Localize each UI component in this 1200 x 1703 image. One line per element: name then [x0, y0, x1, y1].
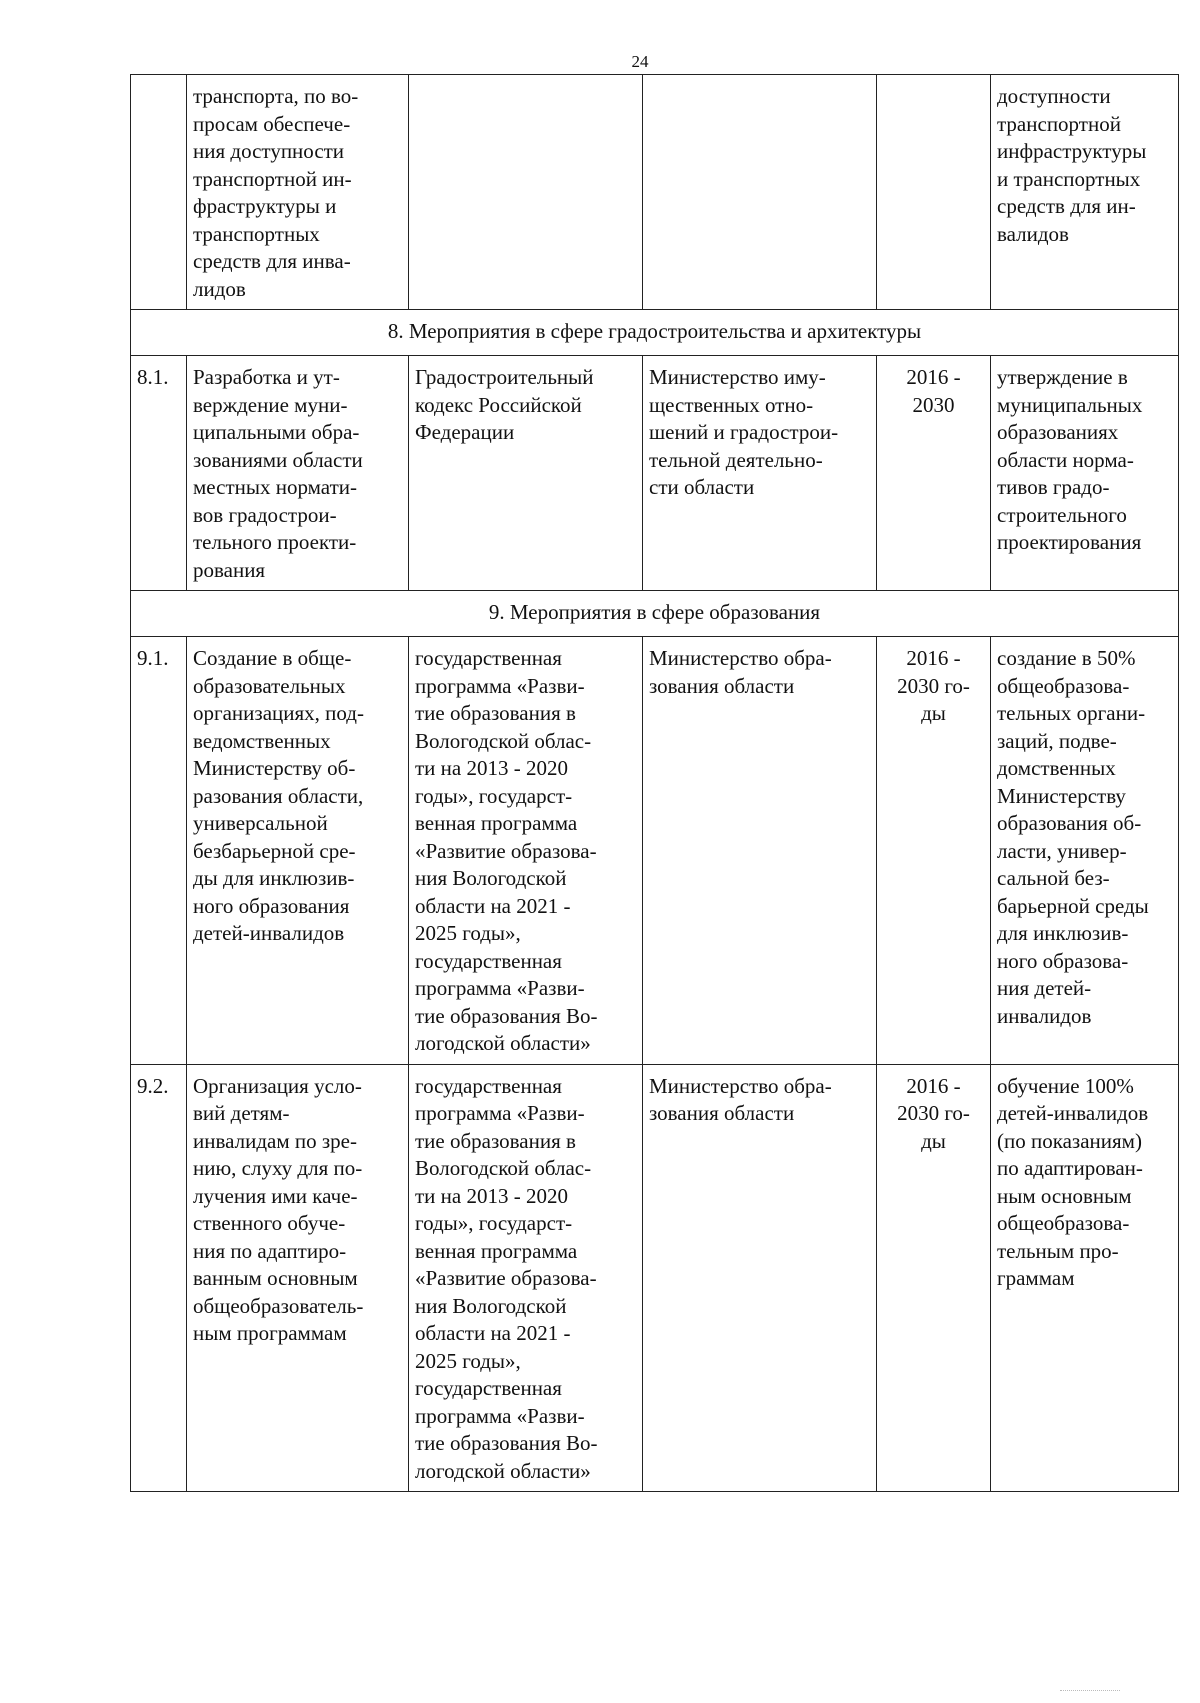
basis-cell-line: 2025 годы», — [415, 1348, 521, 1373]
executor-cell — [643, 356, 877, 591]
basis-cell-line: венная программа — [415, 1238, 578, 1263]
basis-cell-line: государственная — [415, 948, 562, 973]
basis-cell-line: логодской области» — [415, 1458, 591, 1483]
term-cell-line: 2030 го- — [897, 1101, 970, 1125]
measure-cell-line: ципальными обра- — [193, 420, 360, 444]
measure-cell-line: вов градострои- — [193, 502, 337, 527]
row-9-1 — [131, 637, 1179, 1065]
basis-cell-line: Вологодской облас- — [415, 1156, 592, 1180]
measure-cell-line: транспортных — [193, 221, 320, 246]
result-cell-line: области норма- — [997, 447, 1134, 472]
row-9-2 — [131, 1064, 1179, 1492]
result-cell-line: валидов — [997, 221, 1069, 246]
page-number: 24 — [631, 52, 649, 71]
basis-cell — [409, 637, 643, 1065]
basis-cell-line: 2025 годы», — [415, 921, 521, 945]
basis-cell-line: тие образования в — [415, 701, 576, 725]
row-number: 8.1. — [131, 356, 187, 591]
basis-cell-line: программа «Разви- — [415, 1101, 585, 1125]
executor-cell-line: зования области — [649, 1101, 795, 1125]
section-8 — [131, 310, 1179, 356]
section-title: 8. Мероприятия в сфере градостроительства и архитектуры — [131, 310, 1179, 356]
table-body — [131, 75, 1179, 1492]
result-cell-line: детей-инвалидов — [997, 1101, 1149, 1125]
measure-cell-line: ния доступности — [193, 139, 345, 163]
result-cell-line: барьерной среды — [997, 893, 1149, 918]
basis-cell — [409, 1064, 643, 1492]
measure-cell-line: лучения ими каче- — [193, 1183, 358, 1208]
result-cell-line: проектирования — [997, 530, 1142, 554]
basis-cell-line: тие образования Во- — [415, 1431, 598, 1455]
result-cell-line: средств для ин- — [997, 194, 1136, 218]
measure-cell-line: транспортной ин- — [193, 166, 352, 191]
result-cell-line: утверждение в — [997, 365, 1128, 389]
basis-cell-line: Вологодской облас- — [415, 728, 592, 753]
result-cell-line: (по показаниям) — [997, 1128, 1142, 1153]
basis-cell-line: Федерации — [415, 420, 515, 444]
executor-cell — [643, 75, 877, 310]
measure-cell-line: фраструктуры и — [193, 194, 337, 218]
measure-cell-line: зованиями области — [193, 447, 363, 472]
executor-cell — [643, 1064, 877, 1492]
result-cell-line: по адаптирован- — [997, 1156, 1143, 1180]
result-cell-line: ласти, универ- — [997, 838, 1127, 863]
basis-cell-line: Градостроительный — [415, 365, 594, 389]
measure-cell — [187, 637, 409, 1065]
basis-cell-line: ния Вологодской — [415, 1293, 567, 1318]
basis-cell-line: ния Вологодской — [415, 866, 567, 890]
executor-cell-line: Министерство иму- — [649, 365, 826, 389]
result-cell-line: и транспортных — [997, 166, 1141, 191]
result-cell — [991, 356, 1179, 591]
measure-cell-line: верждение муни- — [193, 392, 348, 417]
result-cell-line: сальной без- — [997, 866, 1110, 890]
measure-cell-line: ванным основным — [193, 1266, 358, 1290]
basis-cell-line: тие образования в — [415, 1128, 576, 1153]
result-cell-line: тельных органи- — [997, 701, 1146, 725]
result-cell-line: заций, подве- — [997, 728, 1117, 753]
basis-cell — [409, 75, 643, 310]
section-9 — [131, 591, 1179, 637]
result-cell-line: тельным про- — [997, 1238, 1119, 1263]
measure-cell-line: транспорта, по во- — [193, 84, 359, 108]
result-cell-line: образованиях — [997, 420, 1119, 444]
result-cell — [991, 637, 1179, 1065]
result-cell-line: общеобразова- — [997, 673, 1130, 698]
result-cell-line: общеобразова- — [997, 1211, 1130, 1235]
result-cell — [991, 1064, 1179, 1492]
measure-cell-line: ственного обуче- — [193, 1211, 346, 1235]
executor-cell-line: щественных отно- — [649, 392, 814, 417]
term-cell-line: 2030 — [912, 392, 955, 417]
basis-cell-line: годы», государст- — [415, 783, 573, 808]
row-number: 9.2. — [131, 1064, 187, 1492]
term-cell-line: 2016 - — [906, 1073, 961, 1098]
basis-cell — [409, 356, 643, 591]
basis-cell-line: программа «Разви- — [415, 976, 585, 1000]
measure-cell-line: разования области, — [193, 783, 364, 808]
result-cell-line: образования об- — [997, 811, 1142, 835]
basis-cell-line: государственная — [415, 1073, 562, 1098]
row-number — [131, 75, 187, 310]
basis-cell-line: кодекс Российской — [415, 392, 582, 417]
result-cell-line: доступности — [997, 84, 1111, 108]
term-cell — [877, 637, 991, 1065]
measure-cell-line: Создание в обще- — [193, 646, 352, 670]
result-cell-line: ния детей- — [997, 976, 1092, 1000]
basis-cell-line: государственная — [415, 646, 562, 670]
measure-cell — [187, 356, 409, 591]
measure-cell-line: вий детям- — [193, 1101, 290, 1125]
result-cell — [991, 75, 1179, 310]
measure-cell — [187, 75, 409, 310]
measure-cell — [187, 1064, 409, 1492]
measure-cell-line: безбарьерной сре- — [193, 838, 356, 863]
measure-cell-line: инвалидам по зре- — [193, 1128, 357, 1153]
executor-cell-line: Министерство обра- — [649, 1073, 832, 1098]
result-cell-line: граммам — [997, 1266, 1075, 1290]
result-cell-line: тивов градо- — [997, 475, 1110, 499]
result-cell-line: обучение 100% — [997, 1073, 1134, 1098]
row-number: 9.1. — [131, 637, 187, 1065]
basis-cell-line: тие образования Во- — [415, 1003, 598, 1028]
measure-cell-line: универсальной — [193, 811, 328, 835]
measure-cell-line: средств для инва- — [193, 249, 351, 273]
term-cell — [877, 1064, 991, 1492]
measure-cell-line: ды для инклюзив- — [193, 866, 355, 890]
measure-cell-line: организациях, под- — [193, 701, 364, 725]
term-cell-line: 2016 - — [906, 365, 961, 389]
term-cell — [877, 356, 991, 591]
basis-cell-line: области на 2021 - — [415, 893, 571, 918]
term-cell-line: ды — [921, 701, 946, 725]
basis-cell-line: ти на 2013 - 2020 — [415, 756, 568, 780]
result-cell-line: домственных — [997, 756, 1116, 780]
executor-cell-line: зования области — [649, 673, 795, 698]
executor-cell-line: тельной деятельно- — [649, 447, 823, 472]
term-cell-line: 2030 го- — [897, 673, 970, 698]
result-cell-line: инфраструктуры — [997, 139, 1147, 163]
basis-cell-line: государственная — [415, 1376, 562, 1400]
executor-cell-line: сти области — [649, 475, 755, 499]
measure-cell-line: ведомственных — [193, 728, 331, 753]
measure-cell-line: образовательных — [193, 673, 346, 698]
basis-cell-line: программа «Разви- — [415, 1403, 585, 1428]
measure-cell-line: тельного проекти- — [193, 530, 357, 554]
measure-cell-line: ния по адаптиро- — [193, 1238, 347, 1263]
measure-cell-line: местных нормати- — [193, 475, 357, 499]
basis-cell-line: «Развитие образова- — [415, 1266, 597, 1290]
result-cell-line: инвалидов — [997, 1003, 1092, 1028]
measure-cell-line: общеобразователь- — [193, 1293, 364, 1318]
measures-table — [130, 74, 1179, 1492]
continuation-row — [131, 75, 1179, 310]
basis-cell-line: венная программа — [415, 811, 578, 835]
measure-cell-line: рования — [193, 557, 266, 582]
result-cell-line: строительного — [997, 502, 1127, 527]
scan-artifact — [1060, 1690, 1120, 1693]
basis-cell-line: логодской области» — [415, 1031, 591, 1055]
measure-cell-line: ным программам — [193, 1321, 347, 1345]
measure-cell-line: Министерству об- — [193, 756, 356, 780]
result-cell-line: Министерству — [997, 783, 1126, 808]
basis-cell-line: ти на 2013 - 2020 — [415, 1183, 568, 1208]
result-cell-line: транспортной — [997, 111, 1121, 136]
result-cell-line: для инклюзив- — [997, 921, 1129, 945]
measure-cell-line: ного образования — [193, 893, 350, 918]
result-cell-line: ным основным — [997, 1183, 1132, 1208]
term-cell — [877, 75, 991, 310]
measure-cell-line: Организация усло- — [193, 1073, 362, 1098]
term-cell-line: 2016 - — [906, 646, 961, 670]
result-cell-line: создание в 50% — [997, 646, 1136, 670]
executor-cell-line: Министерство обра- — [649, 646, 832, 670]
basis-cell-line: программа «Разви- — [415, 673, 585, 698]
executor-cell-line: шений и градострои- — [649, 420, 839, 444]
measure-cell-line: лидов — [193, 276, 246, 301]
measure-cell-line: нию, слуху для по- — [193, 1156, 363, 1180]
measure-cell-line: просам обеспече- — [193, 111, 351, 136]
result-cell-line: муниципальных — [997, 392, 1143, 417]
row-8-1 — [131, 356, 1179, 591]
basis-cell-line: «Развитие образова- — [415, 838, 597, 863]
basis-cell-line: годы», государст- — [415, 1211, 573, 1235]
measure-cell-line: Разработка и ут- — [193, 365, 340, 389]
section-title: 9. Мероприятия в сфере образования — [131, 591, 1179, 637]
result-cell-line: ного образова- — [997, 948, 1129, 973]
term-cell-line: ды — [921, 1128, 946, 1153]
basis-cell-line: области на 2021 - — [415, 1321, 571, 1345]
executor-cell — [643, 637, 877, 1065]
measure-cell-line: детей-инвалидов — [193, 921, 345, 945]
